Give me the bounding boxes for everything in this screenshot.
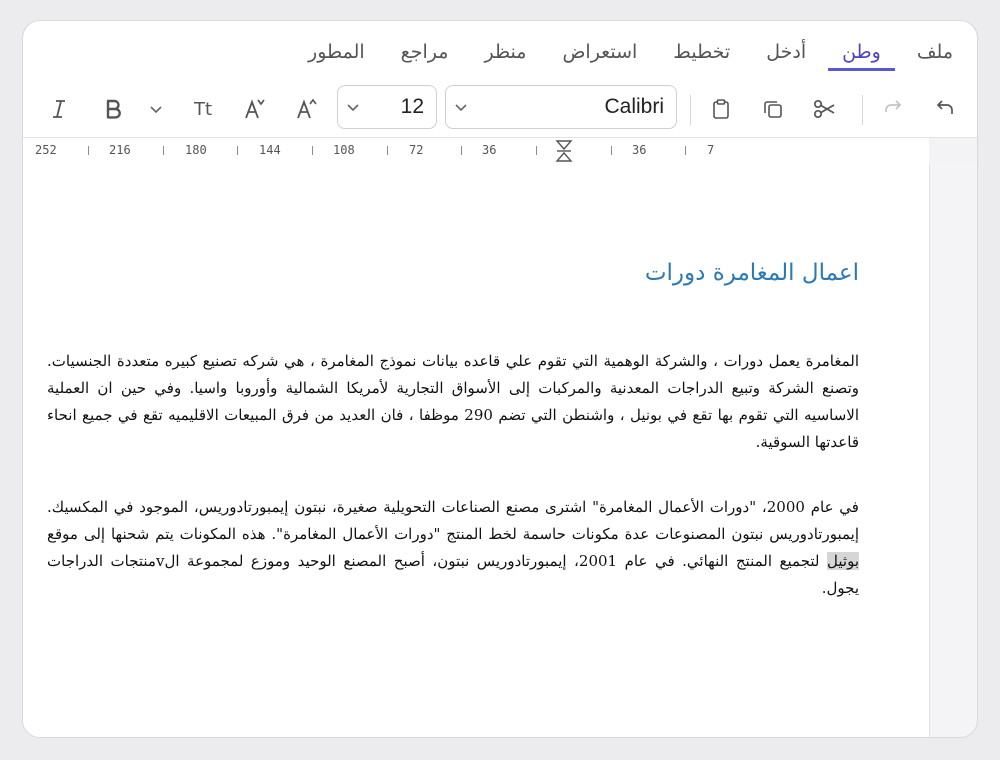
font-family-select[interactable] — [445, 85, 677, 129]
cut-button[interactable] — [805, 89, 845, 129]
ruler-tick — [312, 146, 313, 155]
tab-layout[interactable]: تخطيط — [673, 41, 731, 63]
chevron-down-icon — [346, 100, 360, 114]
vertical-scrollbar[interactable] — [929, 164, 978, 738]
ruler-label: 252 — [35, 143, 57, 157]
document-heading: اعمال المغامرة دورات — [644, 260, 859, 286]
tab-home[interactable]: وطن — [828, 35, 895, 71]
chevron-down-icon — [454, 100, 468, 114]
bold-button[interactable] — [93, 89, 133, 129]
paste-button[interactable] — [701, 89, 741, 129]
horizontal-ruler[interactable] — [23, 137, 977, 165]
italic-icon — [48, 98, 70, 120]
ruler-tick — [387, 146, 388, 155]
font-family-value: Calibri — [604, 95, 664, 118]
ruler-tick — [611, 146, 612, 155]
document-paragraph — [47, 494, 859, 602]
tab-developer[interactable]: المطور — [308, 41, 365, 63]
redo-button[interactable] — [873, 89, 913, 129]
ribbon-tabs — [23, 35, 977, 79]
ruler-tick — [685, 146, 686, 155]
paragraph-text: في عام 2000، "دورات الأعمال المغامرة" اشترى مصنع الصناعات التحويلية صغيرة، نبتون إيمبورتادوريس، الموجود في المكسيك. إيمبورتادوريس نبتون المصنوعات عدة مكونات حاسمة لخط المنتج "دورات الأعمال المغامرة". هذه المكونات يتم شحنها إلى موقع — [47, 498, 859, 543]
change-case-button[interactable] — [183, 89, 223, 129]
ruler-label: 72 — [409, 143, 424, 157]
redo-icon — [882, 98, 904, 120]
ruler-tick — [88, 146, 89, 155]
clipboard-icon — [710, 98, 732, 120]
tab-file[interactable]: ملف — [916, 41, 953, 63]
word-processor-window — [22, 20, 978, 738]
toolbar-separator — [862, 95, 863, 125]
italic-button[interactable] — [39, 89, 79, 129]
ruler-active-area — [23, 138, 929, 164]
ruler-label: 36 — [482, 143, 497, 157]
ruler-label: 144 — [259, 143, 281, 157]
toolbar-separator — [690, 95, 691, 125]
tab-review[interactable]: استعراض — [562, 41, 638, 63]
increase-font-icon — [294, 96, 320, 122]
tab-view[interactable]: منظر — [484, 41, 527, 63]
scissors-icon — [813, 98, 837, 120]
font-size-value: 12 — [400, 95, 424, 118]
highlighted-text: بوثيل — [827, 552, 860, 570]
decrease-font-icon — [242, 96, 268, 122]
toolbar — [23, 83, 977, 135]
copy-button[interactable] — [753, 89, 793, 129]
tab-references[interactable]: مراجع — [400, 41, 449, 63]
ruler-tick — [461, 146, 462, 155]
ruler-label: 108 — [333, 143, 355, 157]
bold-icon — [102, 98, 124, 120]
ruler-tick — [237, 146, 238, 155]
ruler-tick — [536, 146, 537, 155]
indent-marker-icon[interactable] — [554, 139, 574, 163]
ruler-label: 216 — [109, 143, 131, 157]
ruler-tick — [163, 146, 164, 155]
undo-icon — [934, 98, 956, 120]
ruler-label: 7 — [707, 143, 715, 157]
change-case-icon: Tt — [193, 98, 213, 120]
ruler-label: 36 — [632, 143, 647, 157]
text-style-dropdown-button[interactable] — [141, 89, 171, 129]
ruler-label: 180 — [185, 143, 207, 157]
increase-font-size-button[interactable] — [287, 89, 327, 129]
chevron-down-icon — [149, 102, 163, 116]
document-paragraph: المغامرة يعمل دورات ، والشركة الوهمية التي تقوم علي قاعده بيانات نموذج المغامرة ، هي شركه تصنيع كبيره متعددة الجنسيات. وتصنع الشركة وتبيع الدراجات المعدنية والمركبات إلى الأسواق التجارية لأمريكا الشمالية وأوروبا واسيا. وفي حين ان العملية الاساسيه التي تقوم بها تقع في بونيل ، واشنطن التي تضم 290 موظفا ، فان العديد من فرق المبيعات الاقليميه تقع في جميع انحاء قاعدتها السوقية. — [47, 352, 860, 451]
document-page[interactable] — [23, 164, 929, 738]
tab-insert[interactable]: أدخل — [766, 41, 807, 63]
copy-icon — [762, 98, 784, 120]
paragraph-text: لتجميع المنتج النهائي. في عام 2001، إيمبورتادوريس نبتون، أصبح المصنع الوحيد وموزع لمجموعة الvمنتجات الدراجات يجول. — [47, 552, 859, 597]
font-size-select[interactable] — [337, 85, 437, 129]
undo-button[interactable] — [925, 89, 965, 129]
decrease-font-size-button[interactable] — [235, 89, 275, 129]
